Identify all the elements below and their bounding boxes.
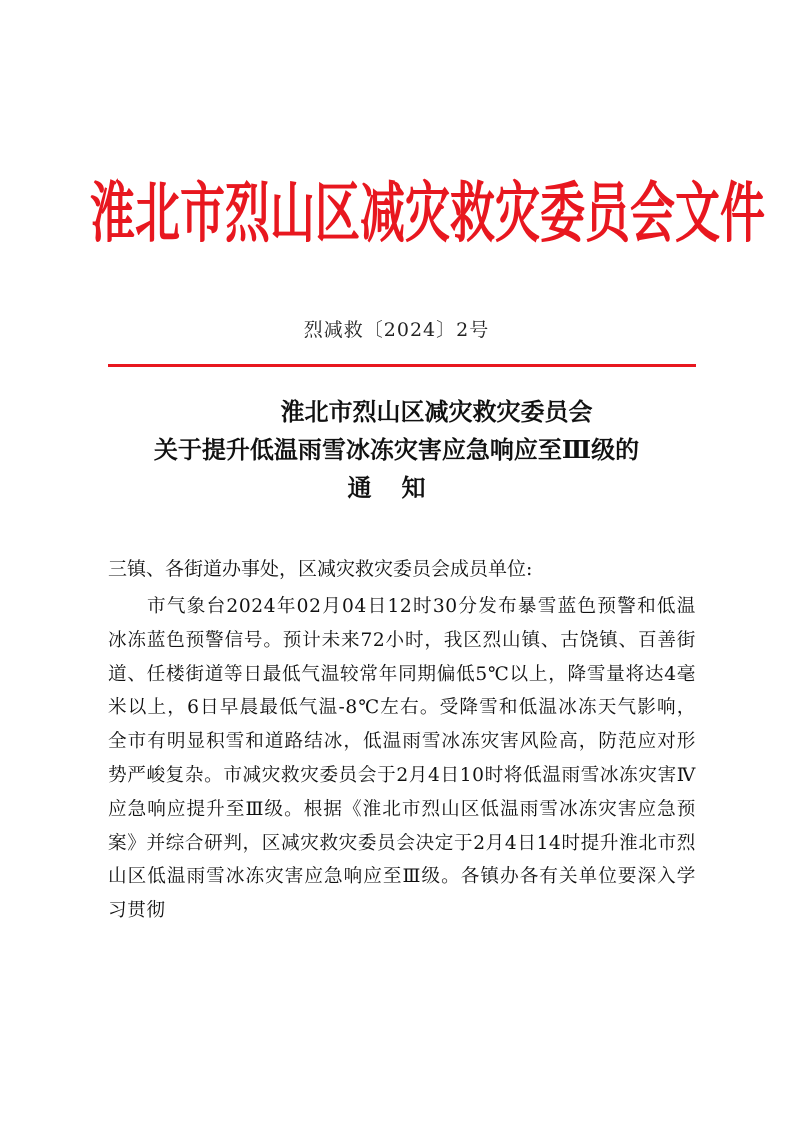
body-paragraph: 市气象台2024年02月04日12时30分发布暴雪蓝色预警和低温冰冻蓝色预警信号。预计未来72小时，我区烈山镇、古饶镇、百善街道、任楼街道等日最低气温较常年同期偏低5℃以上，降雪量将达4毫米以上，6日早晨最低气温-8℃左右。受降雪和低温冰冻天气影响，全市有明显积雪和道路结冰，低温雨雪冰冻灾害风险高，防范应对形势严峻复杂。市减灾救灾委员会于2月4日10时将低温雨雪冰冻灾害Ⅳ应急响应提升至Ⅲ级。根据《淮北市烈山区低温雨雪冰冻灾害应急预案》并综合研判，区减灾救灾委员会决定于2月4日14时提升淮北市烈山区低温雨雪冰冻灾害应急响应至Ⅲ级。各镇办各有关单位要深入学习贯彻 <box>108 596 696 922</box>
notice-title <box>0 393 793 507</box>
title-line-2: 关于提升低温雨雪冰冻灾害应急响应至Ⅲ级的 <box>153 435 640 464</box>
salutation: 三镇、各街道办事处，区减灾救灾委员会成员单位: <box>108 558 533 580</box>
title-line-1: 淮北市烈山区减灾救灾委员会 <box>280 397 593 426</box>
red-header-title: 淮北市烈山区减灾救灾委员会文件 <box>90 174 766 252</box>
red-divider-line <box>108 364 696 367</box>
document-number: 烈减救〔2024〕2号 <box>303 319 490 341</box>
title-line-3: 通知 <box>347 473 456 502</box>
